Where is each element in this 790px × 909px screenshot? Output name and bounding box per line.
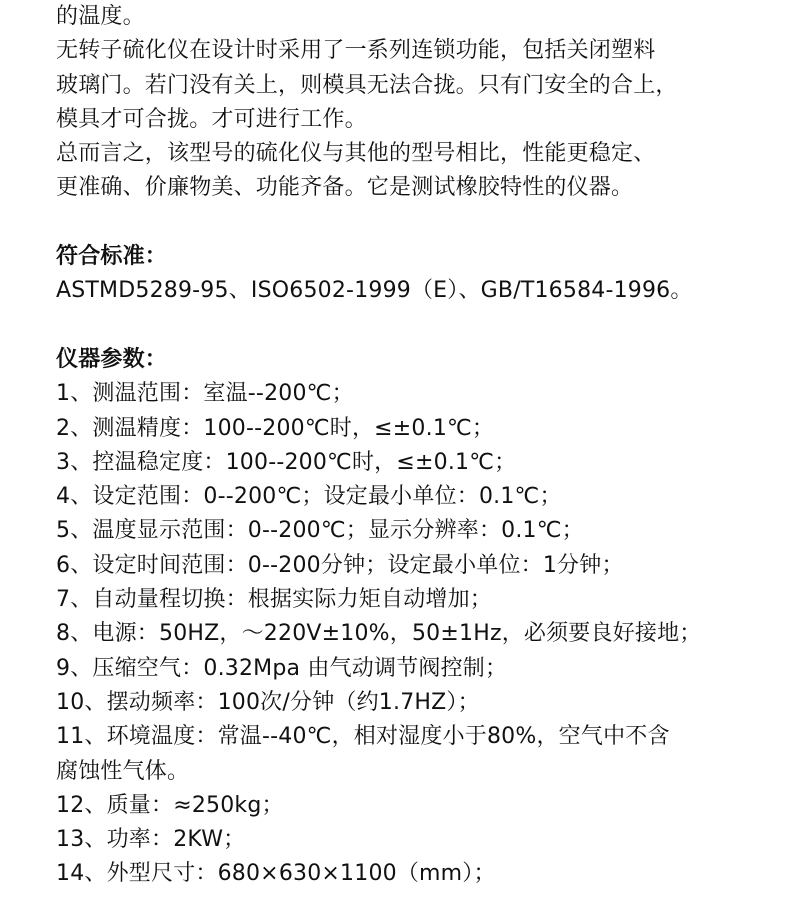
- intro-line: 模具才可合拢。才可进行工作。: [56, 106, 367, 132]
- section-spacer: [56, 309, 780, 343]
- param-item: 14、外型尺寸：680×630×1100（mm）；: [56, 861, 496, 887]
- param-item: 9、压缩空气：0.32Mpa 由气动调节阀控制；: [56, 655, 508, 681]
- param-item: 2、测温精度：100--200℃时，≤±0.1℃；: [56, 415, 495, 441]
- intro-line: 更准确、价廉物美、功能齐备。它是测试橡胶特性的仪器。: [56, 175, 634, 201]
- params-section: [56, 343, 780, 892]
- document-body: [56, 0, 780, 892]
- param-item: 8、电源：50HZ，～220V±10%，50±1Hz，必须要良好接地；: [56, 621, 702, 647]
- param-item: 13、功率：2KW；: [56, 827, 246, 853]
- param-item: 6、设定时间范围：0--200分钟；设定最小单位：1分钟；: [56, 552, 624, 578]
- param-item: 7、自动量程切换：根据实际力矩自动增加；: [56, 587, 492, 613]
- param-item: 3、控温稳定度：100--200℃时，≤±0.1℃；: [56, 449, 517, 475]
- intro-line: 玻璃门。若门没有关上，则模具无法合拢。只有门安全的合上，: [56, 72, 678, 98]
- params-heading: 仪器参数：: [56, 346, 168, 372]
- intro-line: 总而言之，该型号的硫化仪与其他的型号相比，性能更稳定、: [56, 141, 656, 167]
- standards-section: [56, 240, 780, 309]
- param-item: 10、摆动频率：100次/分钟（约1.7HZ）；: [56, 689, 480, 715]
- section-spacer: [56, 206, 780, 240]
- standards-text: ASTMD5289-95、ISO6502-1999（E）、GB/T16584-1996。: [56, 278, 693, 304]
- param-item: 11、环境温度：常温--40℃，相对湿度小于80%，空气中不含: [56, 724, 670, 750]
- param-item: 5、温度显示范围：0--200℃；显示分辨率：0.1℃；: [56, 518, 584, 544]
- intro-section: [56, 0, 780, 206]
- param-item: 1、测温范围：室温--200℃；: [56, 381, 354, 407]
- intro-line: 无转子硫化仪在设计时采用了一系列连锁功能，包括关闭塑料: [56, 38, 656, 64]
- param-item: 12、质量：≈250kg；: [56, 792, 284, 818]
- standards-heading: 符合标准：: [56, 244, 168, 270]
- param-item-continuation: 腐蚀性气体。: [56, 758, 190, 784]
- param-item: 4、设定范围：0--200℃；设定最小单位：0.1℃；: [56, 484, 562, 510]
- intro-line: 的温度。: [56, 4, 145, 29]
